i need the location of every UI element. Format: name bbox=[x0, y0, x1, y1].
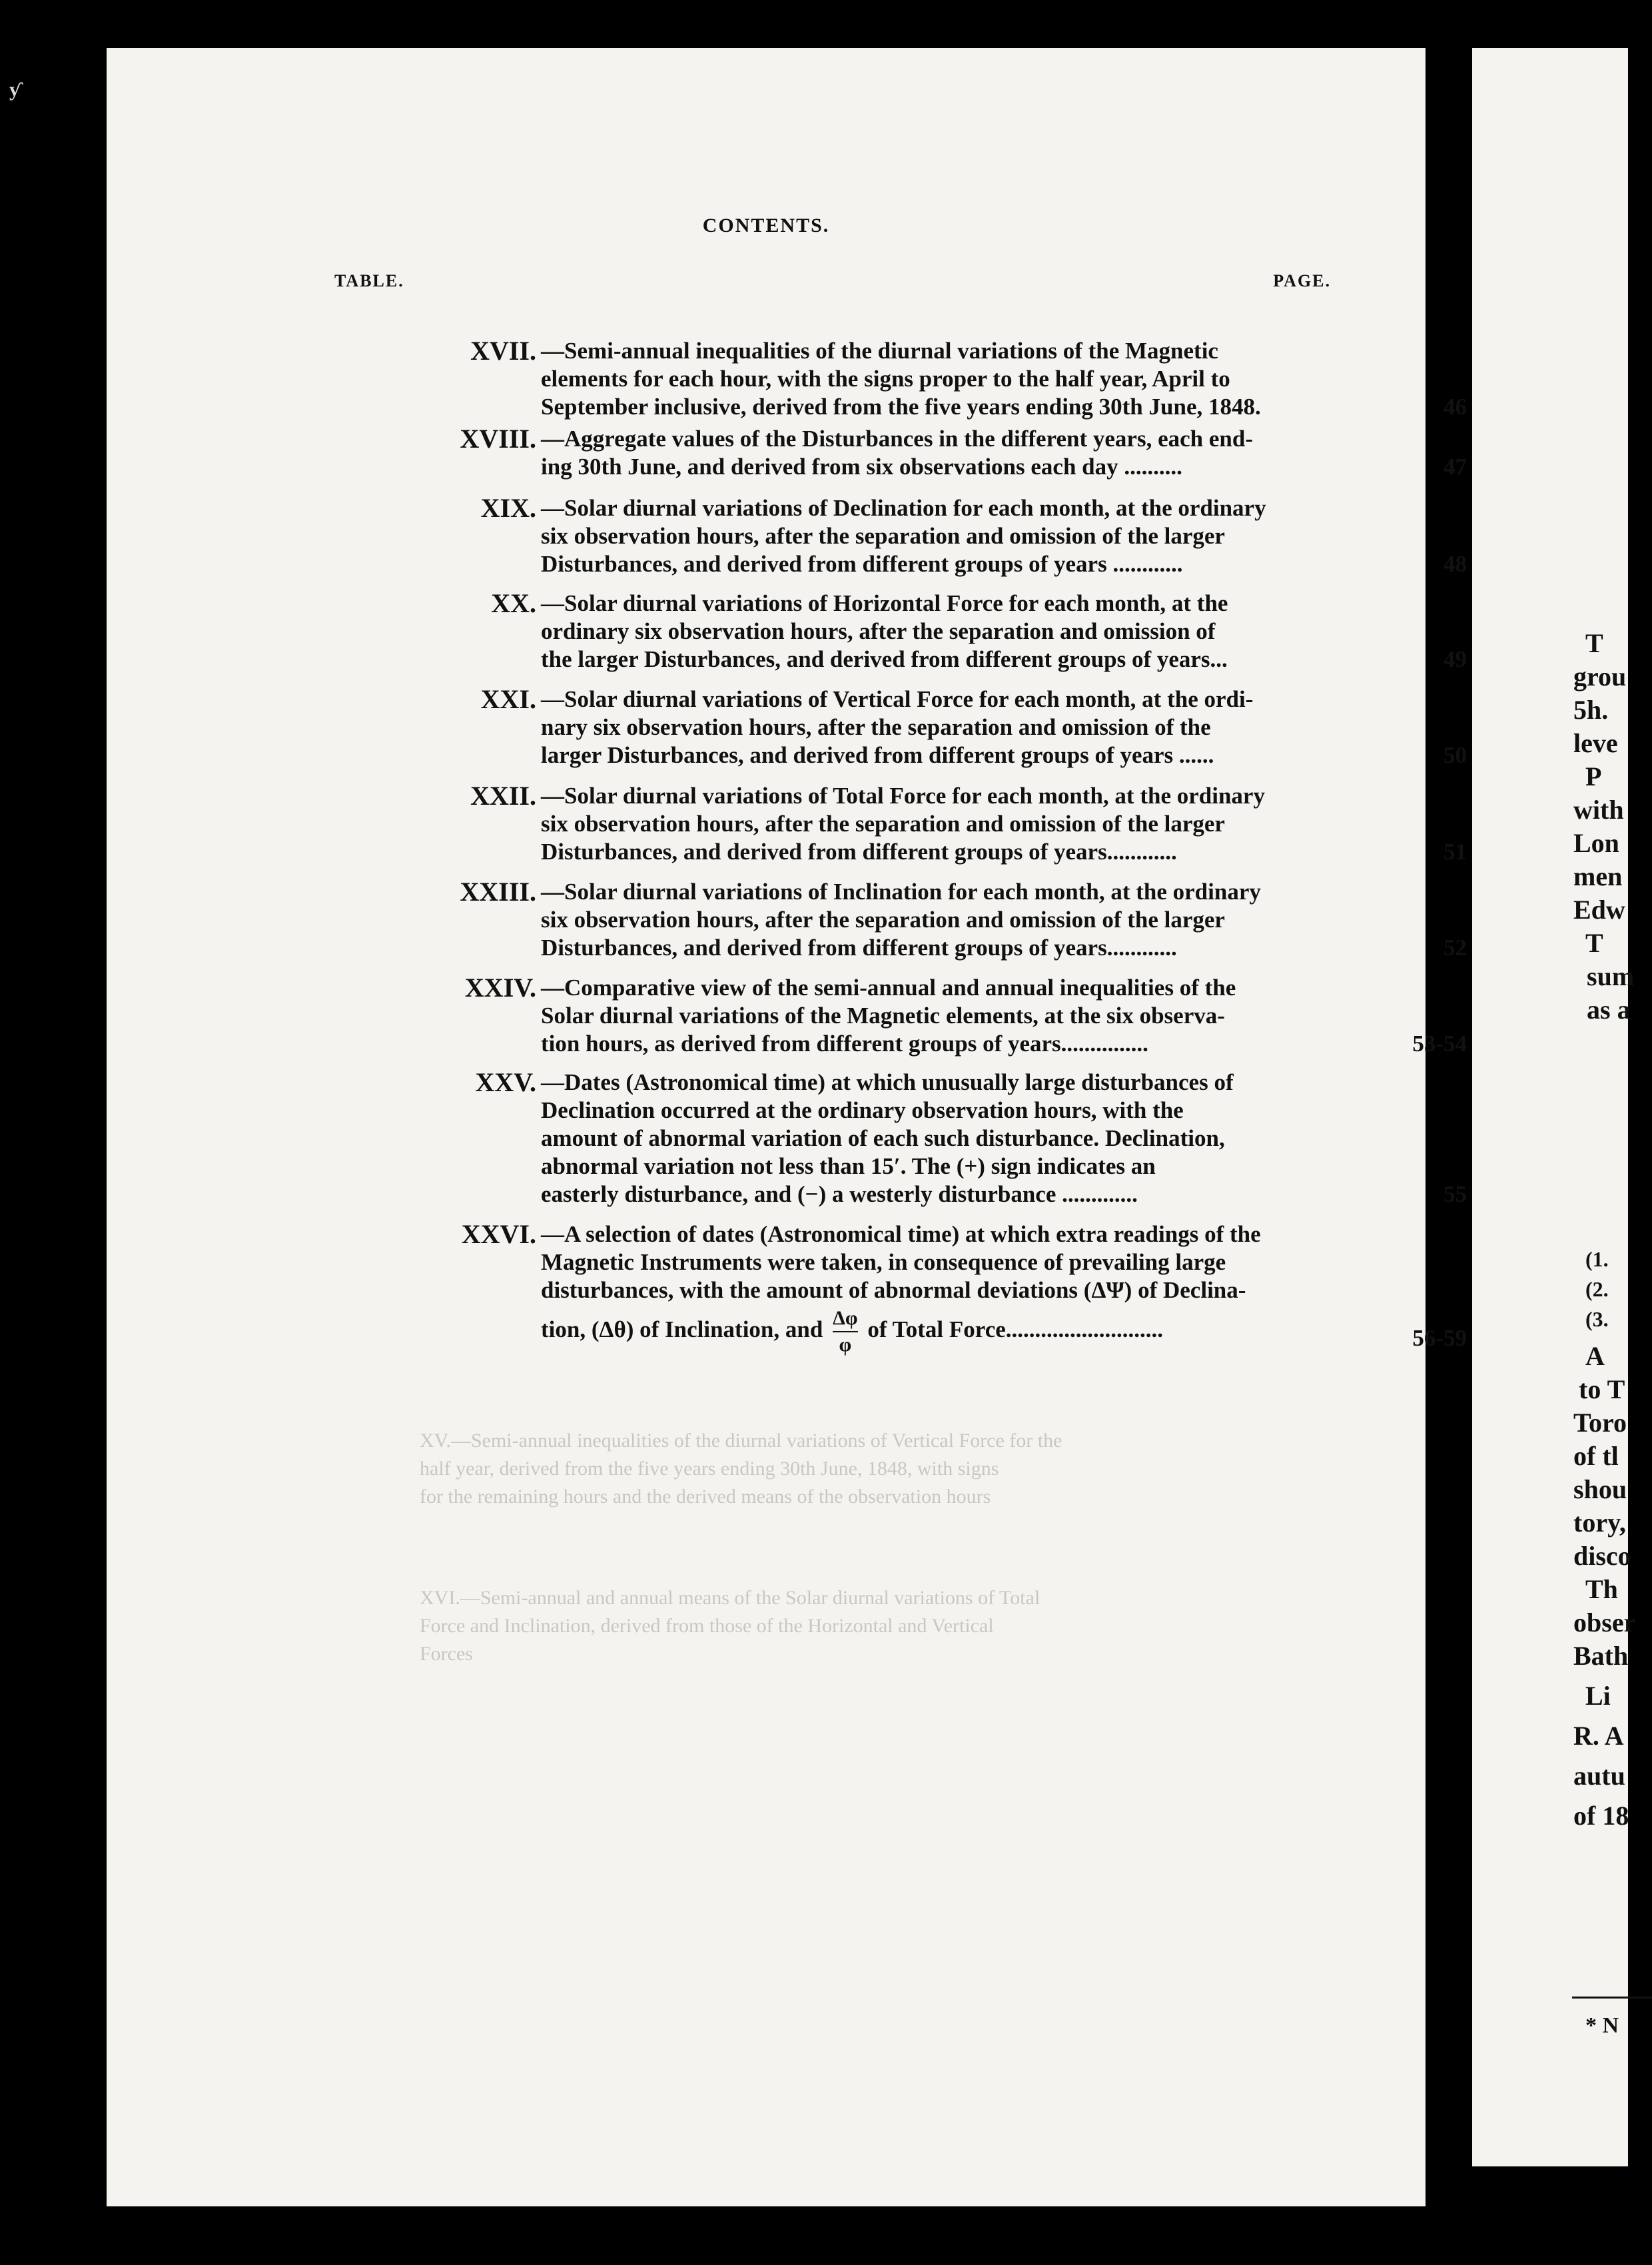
entry-number: XIX. bbox=[480, 493, 536, 523]
entry-line: Declination occurred at the ordinary observation hours, with the bbox=[541, 1097, 1184, 1123]
fragment-line: T bbox=[1585, 928, 1603, 958]
faint-line: XVI.—Semi-annual and annual means of the Solar diurnal variations of Total bbox=[420, 1587, 1040, 1609]
fragment-line: grou bbox=[1573, 662, 1627, 691]
entry-description bbox=[541, 425, 1410, 481]
fraction-numerator: Δφ bbox=[833, 1307, 858, 1329]
entry-page: 52 bbox=[1444, 935, 1467, 961]
faint-line: Forces bbox=[420, 1643, 473, 1665]
fragment-line: of tl bbox=[1573, 1441, 1619, 1471]
entry-line: —Solar diurnal variations of Vertical Force for each month, at the ordi- bbox=[541, 686, 1254, 712]
faint-line: XV.—Semi-annual inequalities of the diurnal variations of Vertical Force for the bbox=[420, 1430, 1062, 1452]
entry-line: elements for each hour, with the signs proper to the half year, April to bbox=[541, 366, 1230, 392]
fragment-line: sum bbox=[1587, 961, 1635, 991]
entry-number: XVIII. bbox=[460, 424, 536, 454]
entry-page: 48 bbox=[1444, 551, 1467, 577]
fragment-line: R. A bbox=[1573, 1721, 1624, 1751]
entry-page: 56-59 bbox=[1412, 1325, 1467, 1351]
entry-description bbox=[541, 337, 1410, 421]
entry-description bbox=[541, 878, 1410, 962]
fragment-line: men bbox=[1573, 861, 1623, 891]
table-column-header: TABLE. bbox=[334, 271, 404, 290]
entry-line: —Solar diurnal variations of Inclination for each month, at the ordinary bbox=[541, 879, 1261, 905]
entry-line: —Solar diurnal variations of Total Force for each month, at the ordinary bbox=[541, 783, 1265, 809]
entry-line: —Dates (Astronomical time) at which unusually large disturbances of bbox=[541, 1069, 1234, 1095]
footnote-rule bbox=[1572, 1997, 1652, 1999]
entry-description bbox=[541, 782, 1410, 866]
entry-line: abnormal variation not less than 15′. The (+) sign indicates an bbox=[541, 1153, 1156, 1179]
entry-page: 46 bbox=[1444, 394, 1467, 420]
fragment-line: A bbox=[1585, 1341, 1605, 1371]
entry-page: 55 bbox=[1444, 1181, 1467, 1207]
entry-line: six observation hours, after the separation and omission of the larger bbox=[541, 811, 1225, 837]
entry-line: September inclusive, derived from the five years ending 30th June, 1848. bbox=[541, 394, 1261, 420]
entry-line: —Aggregate values of the Disturbances in the different years, each end- bbox=[541, 426, 1253, 452]
fragment-line: T bbox=[1585, 628, 1603, 658]
fragment-line: of 18 bbox=[1573, 1801, 1629, 1831]
fragment-line: 5h. bbox=[1573, 695, 1609, 725]
entry-line: tion hours, as derived from different groups of years............... bbox=[541, 1031, 1148, 1057]
fragment-line: with bbox=[1573, 795, 1624, 825]
faint-line: Force and Inclination, derived from those of the Horizontal and Vertical bbox=[420, 1615, 994, 1637]
entry-line: disturbances, with the amount of abnormal deviations (ΔΨ) of Declina- bbox=[541, 1277, 1246, 1303]
entry-line: —Semi-annual inequalities of the diurnal variations of the Magnetic bbox=[541, 338, 1218, 364]
fragment-line: Edw bbox=[1573, 895, 1625, 925]
fragment-line: leve bbox=[1573, 728, 1618, 758]
fragment-line: Lon bbox=[1573, 828, 1619, 858]
entry-number: XXV. bbox=[475, 1067, 536, 1097]
entry-line: six observation hours, after the separation and omission of the larger bbox=[541, 523, 1225, 549]
show-through-text bbox=[420, 1427, 1419, 1668]
footnote-fragment: * N bbox=[1585, 2013, 1619, 2038]
fragment-line: tory, bbox=[1573, 1508, 1626, 1538]
entry-line: amount of abnormal variation of each such disturbance. Declination, bbox=[541, 1125, 1225, 1151]
entry-line: Disturbances, and derived from different groups of years ............ bbox=[541, 551, 1183, 577]
entry-description bbox=[541, 1069, 1410, 1208]
entry-line: easterly disturbance, and (−) a westerly disturbance ............. bbox=[541, 1181, 1138, 1207]
fraction-denominator: φ bbox=[839, 1334, 852, 1356]
fragment-line: shou bbox=[1573, 1474, 1627, 1504]
fraction-bar bbox=[833, 1331, 858, 1332]
entry-line: Disturbances, and derived from different groups of years............ bbox=[541, 839, 1177, 865]
entry-line: six observation hours, after the separation and omission of the larger bbox=[541, 907, 1225, 933]
fragment-line: disco bbox=[1573, 1541, 1631, 1571]
entry-line: ing 30th June, and derived from six observations each day .......... bbox=[541, 454, 1182, 480]
entry-line: Disturbances, and derived from different groups of years............ bbox=[541, 935, 1177, 961]
fragment-line: as a bbox=[1587, 995, 1631, 1025]
entry-line-fraction bbox=[541, 1308, 1410, 1355]
page-title: CONTENTS. bbox=[702, 215, 830, 236]
entry-line: Solar diurnal variations of the Magnetic elements, at the six observa- bbox=[541, 1003, 1225, 1029]
edge-mark: ƴ bbox=[9, 79, 19, 101]
entry-number: XXII. bbox=[470, 781, 536, 811]
entry-line: —Comparative view of the semi-annual and annual inequalities of the bbox=[541, 975, 1236, 1001]
entry-line: Magnetic Instruments were taken, in consequence of prevailing large bbox=[541, 1249, 1226, 1275]
fragment-line: (3. bbox=[1585, 1307, 1609, 1331]
entry-number: XXI. bbox=[480, 684, 536, 714]
entry-line: ordinary six observation hours, after the separation and omission of bbox=[541, 618, 1216, 644]
entry-line-text: tion, (Δθ) of Inclination, and bbox=[541, 1316, 823, 1343]
entry-line: larger Disturbances, and derived from different groups of years ...... bbox=[541, 742, 1214, 768]
entry-line: the larger Disturbances, and derived from different groups of years... bbox=[541, 646, 1228, 672]
entry-description bbox=[541, 590, 1410, 674]
entry-page: 53-54 bbox=[1412, 1031, 1467, 1057]
entry-description bbox=[541, 1220, 1410, 1355]
entry-page: 50 bbox=[1444, 742, 1467, 768]
fragment-line: Li bbox=[1585, 1681, 1611, 1711]
entry-line: —A selection of dates (Astronomical time) at which extra readings of the bbox=[541, 1221, 1261, 1247]
fragment-line: obser bbox=[1573, 1607, 1636, 1637]
page-column-header: PAGE. bbox=[1273, 271, 1331, 290]
entry-page: 47 bbox=[1444, 454, 1467, 480]
entry-line: nary six observation hours, after the separation and omission of the bbox=[541, 714, 1211, 740]
fragment-line: Th bbox=[1585, 1574, 1618, 1604]
entry-line: —Solar diurnal variations of Declination for each month, at the ordinary bbox=[541, 495, 1266, 521]
entry-number: XVII. bbox=[470, 336, 536, 366]
fraction bbox=[833, 1308, 858, 1355]
entry-line: —Solar diurnal variations of Horizontal Force for each month, at the bbox=[541, 590, 1228, 616]
entry-page: 51 bbox=[1444, 839, 1467, 865]
fragment-line: Toro bbox=[1573, 1408, 1627, 1438]
fragment-line: to T bbox=[1579, 1374, 1625, 1404]
fragment-line: autu bbox=[1573, 1761, 1625, 1791]
faint-line: half year, derived from the five years ending 30th June, 1848, with signs bbox=[420, 1458, 999, 1480]
entry-page: 49 bbox=[1444, 646, 1467, 672]
entry-number: XXIV. bbox=[464, 973, 536, 1003]
entry-description bbox=[541, 494, 1410, 578]
fragment-line: (1. bbox=[1585, 1247, 1609, 1271]
entry-number: XXIII. bbox=[460, 877, 536, 907]
adjacent-page-fragment bbox=[1472, 48, 1636, 2166]
entry-line-text: of Total Force........................... bbox=[867, 1316, 1164, 1343]
faint-line: for the remaining hours and the derived means of the observation hours bbox=[420, 1486, 991, 1508]
entry-number: XXVI. bbox=[461, 1219, 536, 1249]
entry-description bbox=[541, 974, 1410, 1058]
contents-page bbox=[107, 48, 1467, 2206]
entry-description bbox=[541, 685, 1410, 769]
fragment-line: (2. bbox=[1585, 1277, 1609, 1301]
fragment-line: Bath bbox=[1573, 1641, 1629, 1671]
fragment-line: P bbox=[1585, 761, 1602, 791]
entry-number: XX. bbox=[491, 588, 536, 618]
